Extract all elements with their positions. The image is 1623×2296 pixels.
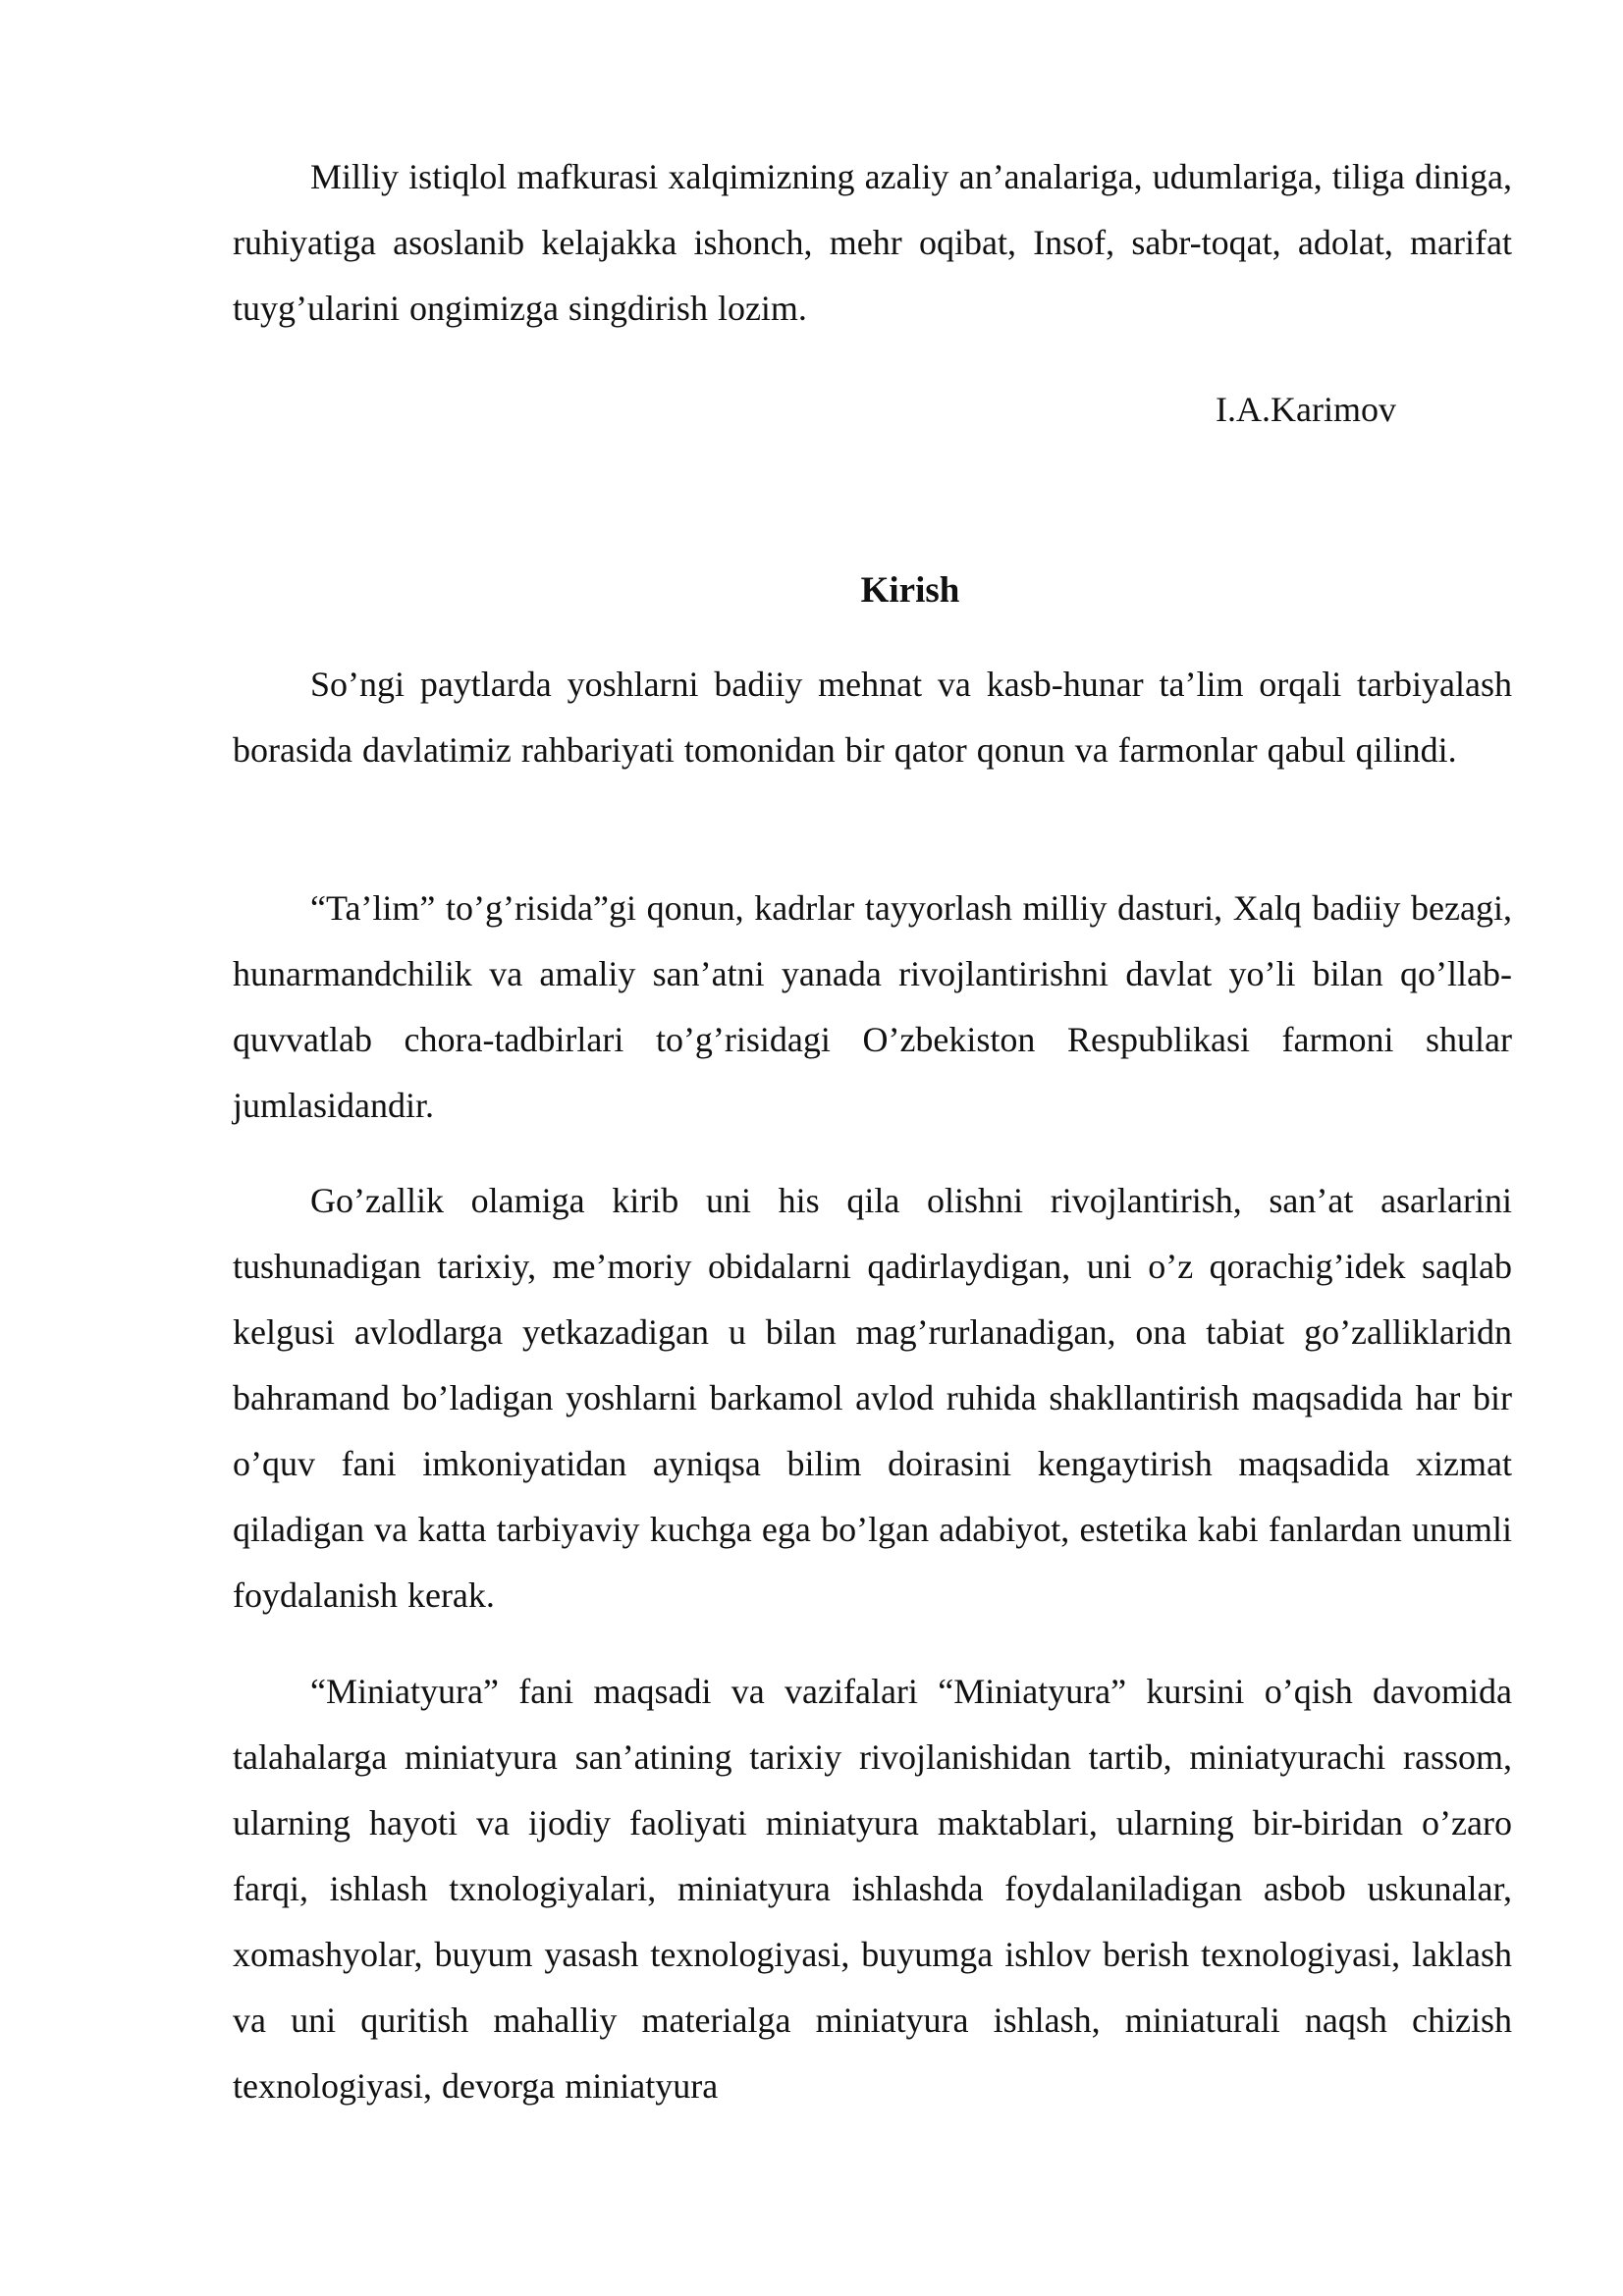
epigraph-text: Milliy istiqlol mafkurasi xalqimizning azaliy an’analariga, udumlariga, tiliga diniga, ruhiyatiga asoslanib kelajakka ishonch, mehr oqibat, Insof, sabr-toqat, adolat, marifat tuyg’ularini ongimizga singdirish lozim. bbox=[233, 157, 1512, 328]
epigraph-author: I.A.Karimov bbox=[1216, 390, 1396, 429]
paragraph: Go’zallik olamiga kirib uni his qila olishni rivojlantirish, san’at asarlarini tushunadigan tarixiy, me’moriy obidalarni qadirlaydigan, uni o’z qorachig’idek saqlab kelgusi avlodlarga yetkazadigan u bilan mag’rurlanadigan, ona tabiat go’zalliklaridn bahramand bo’ladigan yoshlarni barkamol avlod ruhida shakllantirish maqsadida har bir o’quv fani imkoniyatidan ayniqsa bilim doirasini kengaytirish maqsadida xizmat qiladigan va katta tarbiyaviy kuchga ega bo’lgan adabiyot, estetika kabi fanlardan unumli foydalanish kerak. bbox=[233, 1181, 1512, 1615]
paragraph: “Miniatyura” fani maqsadi va vazifalari “Miniatyura” kursini o’qish davomida talahalarga miniatyura san’atining tarixiy rivojlanishidan tartib, miniatyurachi rassom, ularning hayoti va ijodiy faoliyati miniatyura maktablari, ularning bir-biridan o’zaro farqi, ishlash txnologiyalari, miniatyura ishlashda foydalaniladigan asbob uskunalar, xomashyolar, buyum yasash texnologiyasi, buyumga ishlov berish texnologiyasi, laklash va uni quritish mahalliy materialga miniatyura ishlash, miniaturali naqsh chizish texnologiyasi, devorga miniatyura bbox=[233, 1672, 1512, 2106]
paragraph: So’ngi paytlarda yoshlarni badiiy mehnat va kasb-hunar ta’lim orqali tarbiyalash borasida davlatimiz rahbariyati tomonidan bir qator qonun va farmonlar qabul qilindi. bbox=[233, 665, 1512, 770]
section-heading: Kirish bbox=[860, 570, 960, 611]
paragraph: “Ta’lim” to’g’risida”gi qonun, kadrlar tayyorlash milliy dasturi, Xalq badiiy bezagi, hunarmandchilik va amaliy san’atni yanada rivojlantirishni davlat yo’li bilan qo’llab-quvvatlab chora-tadbirlari to’g’risidagi O’zbekiston Respublikasi farmoni shular jumlasidandir. bbox=[233, 888, 1512, 1125]
